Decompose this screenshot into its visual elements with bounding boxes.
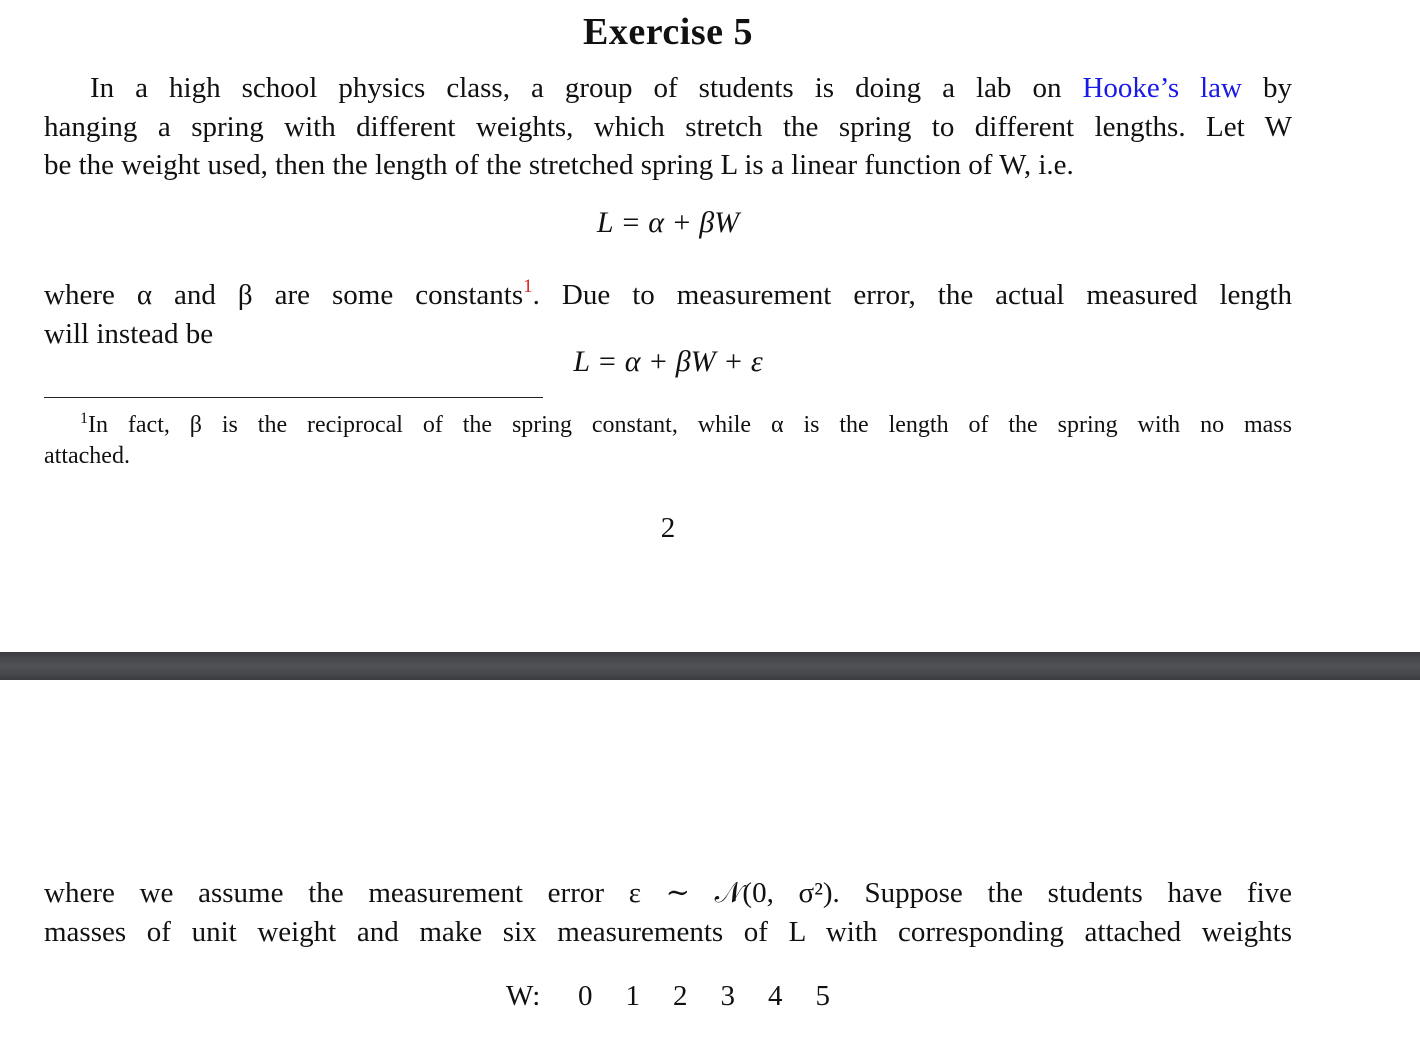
exercise-title: Exercise 5 <box>583 11 753 53</box>
equation-with-error: L = α + βW + ε <box>573 345 763 378</box>
constants-line-2: will instead be <box>44 317 214 350</box>
assumption-paragraph <box>44 874 1292 951</box>
weights-row <box>506 980 863 1013</box>
hookes-law-link[interactable]: Hooke’s law <box>1082 72 1242 104</box>
assumption-line-1: where we assume the measurement error ε ∼ 𝒩(0, σ²). Suppose the students have five <box>44 877 1292 909</box>
weight-value: 2 <box>673 980 688 1012</box>
footnote-line-1: $^1$In fact, β is the reciprocal of the spring constant, while α is the length of the spring with no mass <box>80 410 1292 438</box>
weights-label: W: <box>506 980 541 1012</box>
constants-paragraph <box>44 268 1292 353</box>
intro-line-1: In a high school physics class, a group of students is doing a lab on Hooke’s law by <box>90 72 1293 104</box>
footnote-number: 1 <box>80 410 88 427</box>
page-number: 2 <box>660 512 676 544</box>
intro-paragraph <box>44 69 1292 185</box>
weight-value: 0 <box>578 980 593 1012</box>
footnote-line-2: attached. <box>44 443 130 469</box>
footnote-marker-link[interactable]: 1 <box>523 276 533 297</box>
footnote-rule <box>44 397 543 398</box>
weight-value: 4 <box>768 980 783 1012</box>
weight-value: 1 <box>625 980 640 1012</box>
constants-line-1: where α and β are some constants$^1$. Due to measurement error, the actual measured length <box>44 276 1292 311</box>
intro-line-2: hanging a spring with different weights, which stretch the spring to different lengths. Let W <box>44 110 1292 143</box>
equation-linear-model: L = α + βW <box>596 206 740 239</box>
page-separator <box>0 652 1420 680</box>
footnote <box>44 403 1292 472</box>
weight-value: 5 <box>815 980 830 1012</box>
intro-line-3: be the weight used, then the length of the stretched spring L is a linear function of W, i.e. <box>44 149 1074 181</box>
weight-value: 3 <box>720 980 735 1012</box>
assumption-line-2: masses of unit weight and make six measurements of L with corresponding attached weights <box>44 915 1292 948</box>
